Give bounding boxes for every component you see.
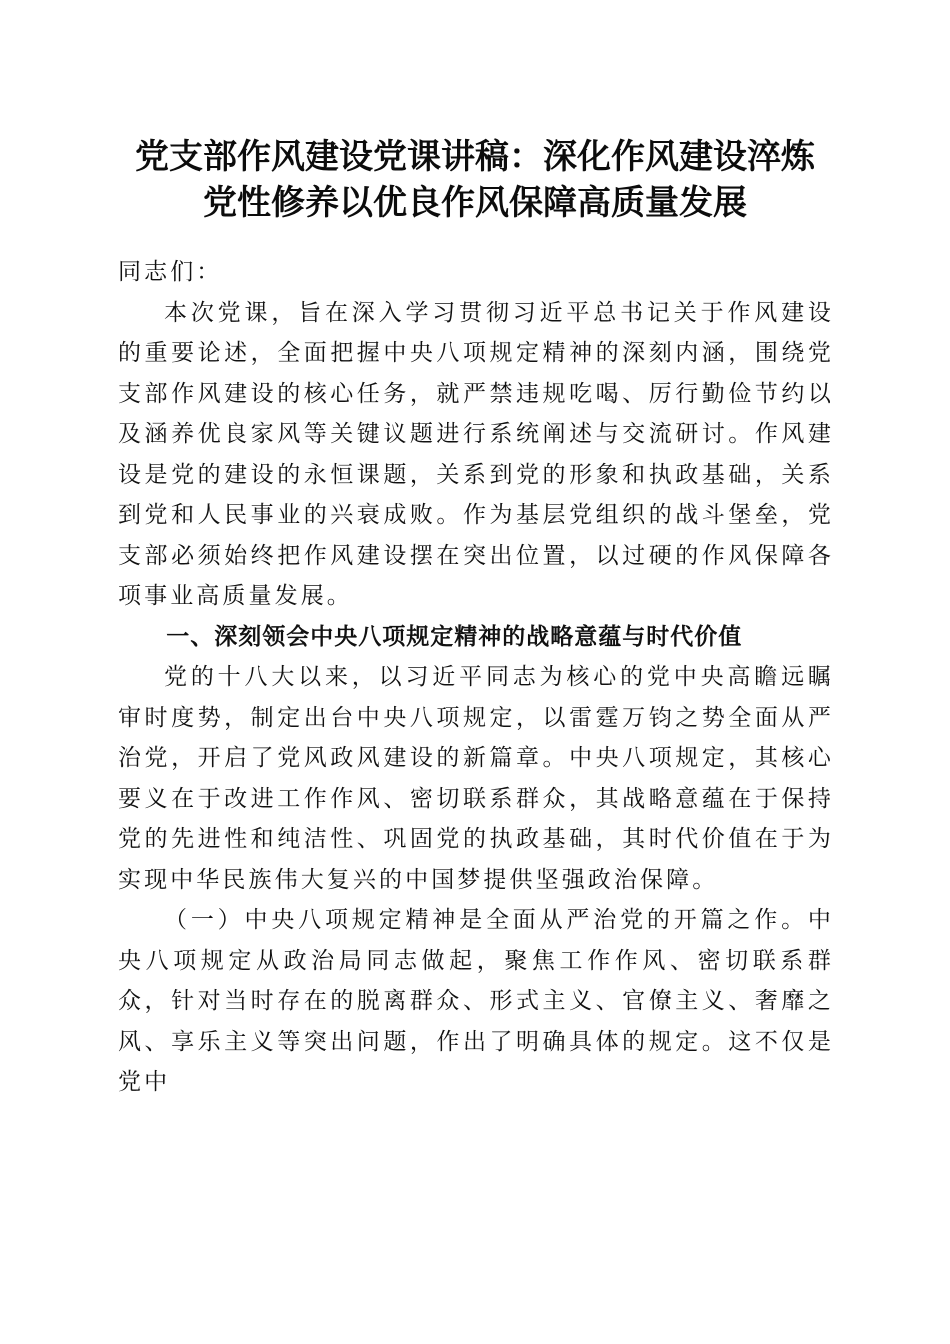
salutation: 同志们： (118, 259, 223, 285)
subsection-1-paragraph: （一）中央八项规定精神是全面从严治党的开篇之作。中央八项规定从政治局同志做起，聚焦工作作风、密切联系群众，针对当时存在的脱离群众、形式主义、官僚主义、奢靡之风、享乐主义等突出问题，作出了明确具体的规定。这不仅是党中 (118, 907, 834, 1095)
section-1-paragraph: 党的十八大以来，以习近平同志为核心的党中央高瞻远瞩审时度势，制定出台中央八项规定，以雷霆万钧之势全面从严治党，开启了党风政风建设的新篇章。中央八项规定，其核心要义在于改进工作作风、密切联系群众，其战略意蕴在于保持党的先进性和纯洁性、巩固党的执政基础，其时代价值在于为实现中华民族伟大复兴的中国梦提供坚强政治保障。 (118, 664, 834, 893)
title-line-1: 党支部作风建设党课讲稿：深化作风建设淬炼 (135, 137, 815, 177)
section-heading-1: 一、深刻领会中央八项规定精神的战略意蕴与时代价值 (166, 623, 743, 650)
document-title (100, 134, 850, 226)
title-line-2: 党性修养以优良作风保障高质量发展 (203, 183, 747, 223)
intro-paragraph: 本次党课，旨在深入学习贯彻习近平总书记关于作风建设的重要论述，全面把握中央八项规定精神的深刻内涵，围绕党支部作风建设的核心任务，就严禁违规吃喝、厉行勤俭节约以及涵养优良家风等关键议题进行系统阐述与交流研讨。作风建设是党的建设的永恒课题，关系到党的形象和执政基础，关系到党和人民事业的兴衰成败。作为基层党组织的战斗堡垒，党支部必须始终把作风建设摆在突出位置，以过硬的作风保障各项事业高质量发展。 (118, 299, 834, 609)
document-body (118, 252, 834, 1103)
